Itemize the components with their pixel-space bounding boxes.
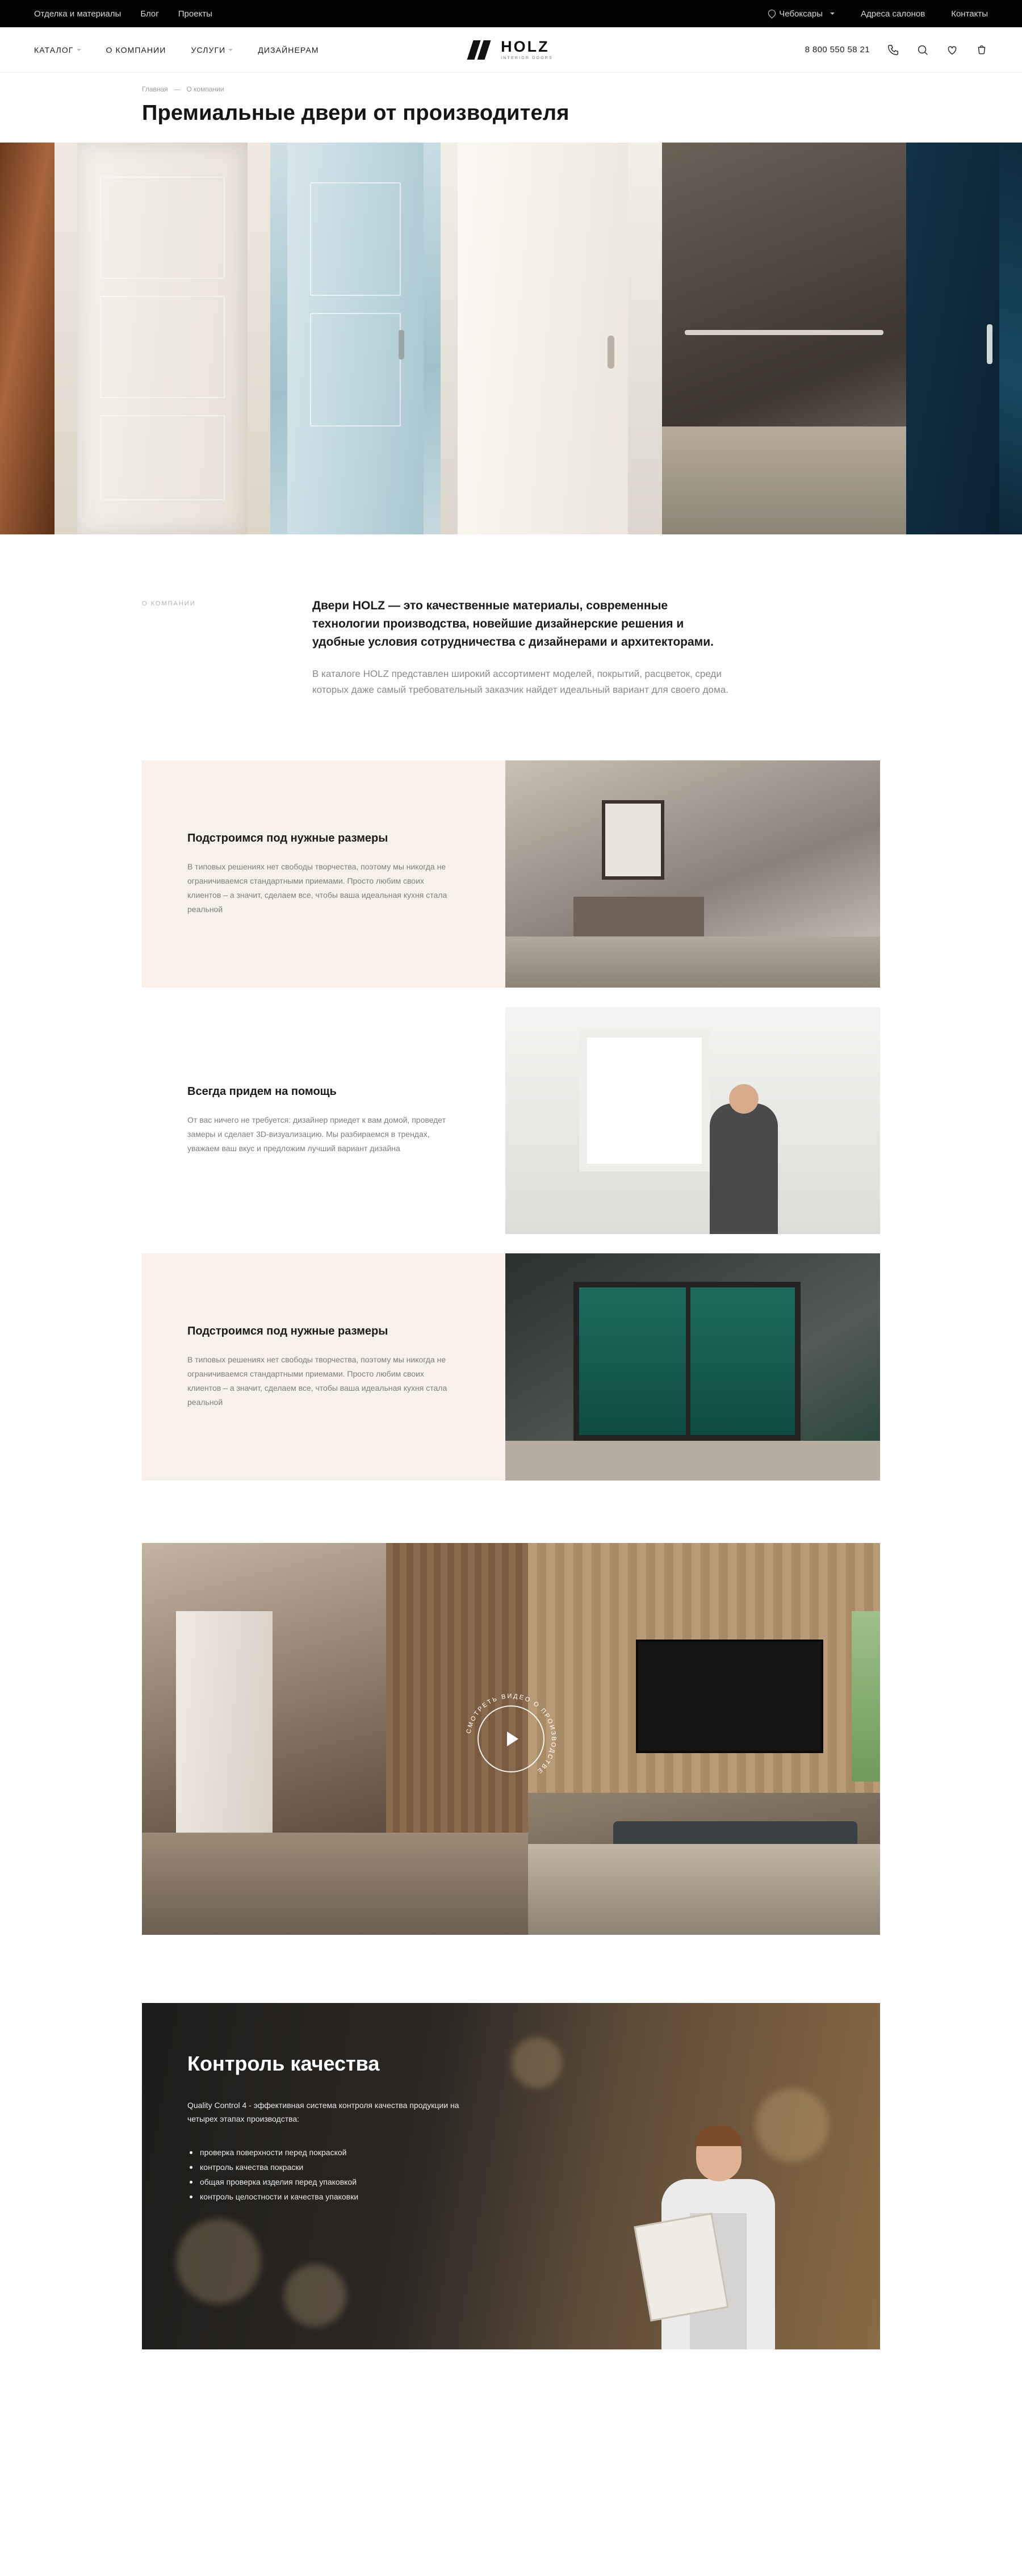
feature-text-block <box>142 1253 505 1481</box>
nav-label-designers: ДИЗАЙНЕРАМ <box>258 45 319 55</box>
about-lead-text: Двери HOLZ — это качественные материалы, современные технологии производства, новейшие дизайнерские решения и удобные условия сотрудничества с дизайнерами и архитекторами. <box>312 599 714 649</box>
phone-icon[interactable] <box>887 44 899 56</box>
hero-image-dark-corridor <box>662 143 906 534</box>
header-phone[interactable]: 8 800 550 58 21 <box>805 45 870 55</box>
breadcrumb-current: О компании <box>186 85 224 93</box>
quality-section <box>0 1935 1022 2349</box>
logo-mark-icon <box>469 40 495 60</box>
feature-description: В типовых решениях нет свободы творчества, поэтому мы никогда не ограничиваемся стандартными приемами. Просто любим своих клиентов – а значит, сделаем все, чтобы ваша идеальная кухня стала реальной <box>187 862 447 914</box>
quality-stage-item: общая проверка изделия перед упаковкой <box>187 2174 835 2189</box>
quality-subtitle: Quality Control 4 - эффективная система контроля качества продукции на четырех этапах производства: <box>187 2101 459 2123</box>
main-navigation <box>34 45 319 55</box>
city-selector[interactable] <box>768 9 835 19</box>
about-section <box>0 534 1022 698</box>
city-label: Чебоксары <box>779 9 823 19</box>
logo-tagline: INTERIOR DOORS <box>501 56 553 60</box>
quality-stage-item: контроль целостности и качества упаковки <box>187 2189 835 2204</box>
quality-banner <box>142 2003 880 2349</box>
quality-worker-photo <box>642 2094 795 2349</box>
hero-image-blue-door <box>270 143 441 534</box>
play-button[interactable] <box>478 1705 544 1772</box>
utility-right-links <box>768 9 988 19</box>
video-image-left <box>142 1543 528 1935</box>
hero-image-cream-door <box>441 143 662 534</box>
feature-description: В типовых решениях нет свободы творчества, поэтому мы никогда не ограничиваемся стандартными приемами. Просто любим своих клиентов – а значит, сделаем все, чтобы ваша идеальная кухня стала реальной <box>187 1354 447 1407</box>
feature-title: Подстроимся под нужные размеры <box>187 1324 388 1337</box>
site-header <box>0 27 1022 73</box>
header-actions <box>805 44 988 56</box>
page-title: Премиальные двери от производителя <box>142 101 569 125</box>
hero-image-navy-door <box>906 143 1022 534</box>
utility-left-links <box>34 9 212 19</box>
video-preview[interactable] <box>142 1543 880 1935</box>
map-pin-icon <box>768 10 774 18</box>
utility-link-salons[interactable]: Адреса салонов <box>861 9 925 19</box>
feature-text-block <box>142 760 505 988</box>
breadcrumb <box>0 73 1022 93</box>
nav-item-about[interactable] <box>106 45 166 55</box>
nav-label-services: УСЛУГИ <box>191 45 226 55</box>
feature-image-measurement-specialist <box>505 1007 880 1234</box>
features-section <box>0 698 1022 1481</box>
video-section <box>0 1481 1022 1935</box>
feature-card <box>142 760 880 988</box>
nav-item-catalog[interactable] <box>34 45 81 55</box>
utility-link-projects[interactable]: Проекты <box>178 9 212 19</box>
quality-stage-list <box>187 2145 835 2204</box>
page-bottom-spacer <box>0 2349 1022 2418</box>
cart-icon[interactable] <box>975 44 988 56</box>
breadcrumb-home[interactable]: Главная <box>142 85 168 93</box>
quality-title: Контроль качества <box>187 2052 380 2075</box>
nav-item-designers[interactable] <box>258 45 319 55</box>
about-section-label: О КОМПАНИИ <box>142 600 196 607</box>
feature-image-glass-partition <box>505 1253 880 1481</box>
feature-title: Подстроимся под нужные размеры <box>187 831 388 844</box>
hero-image-white-panel-door <box>55 143 270 534</box>
chevron-down-icon <box>228 49 233 51</box>
utility-link-contacts[interactable]: Контакты <box>951 9 988 19</box>
nav-label-about: О КОМПАНИИ <box>106 45 166 55</box>
hero-image-strip <box>0 143 1022 534</box>
utility-link-materials[interactable]: Отделка и материалы <box>34 9 122 19</box>
feature-text-block <box>142 1007 505 1234</box>
logo-wordmark: HOLZ <box>501 38 550 55</box>
chevron-down-icon <box>830 12 835 15</box>
nav-item-services[interactable] <box>191 45 233 55</box>
chevron-down-icon <box>77 49 81 51</box>
feature-card <box>142 1253 880 1481</box>
breadcrumb-separator: — <box>174 85 181 93</box>
utility-bar <box>0 0 1022 27</box>
feature-card <box>142 1007 880 1234</box>
quality-stage-item: проверка поверхности перед покраской <box>187 2145 835 2160</box>
utility-link-blog[interactable]: Блог <box>140 9 159 19</box>
quality-stage-item: контроль качества покраски <box>187 2160 835 2174</box>
about-paragraph: В каталоге HOLZ представлен широкий ассортимент моделей, покрытий, расцветок, среди которых даже самый требовательный заказчик найдет идеальный вариант для своего дома. <box>312 668 728 695</box>
video-ring-text: СМОТРЕТЬ ВИДЕО О ПРОИЗВОДСТВЕ <box>465 1692 558 1775</box>
feature-description: От вас ничего не требуется: дизайнер приедет к вам домой, проведет замеры и сделает 3D-визуализацию. Мы разбираемся в трендах, уважаем ваш вкус и предложим лучший вариант дизайна <box>187 1115 446 1153</box>
site-logo[interactable] <box>469 39 553 60</box>
play-icon <box>507 1732 518 1746</box>
hero-image-wood-door <box>0 143 55 534</box>
favorites-icon[interactable] <box>946 44 958 56</box>
search-icon[interactable] <box>916 44 929 56</box>
feature-title: Всегда придем на помощь <box>187 1085 337 1098</box>
nav-label-catalog: КАТАЛОГ <box>34 45 74 55</box>
feature-image-interior-hallway <box>505 760 880 988</box>
video-image-right <box>528 1543 880 1935</box>
